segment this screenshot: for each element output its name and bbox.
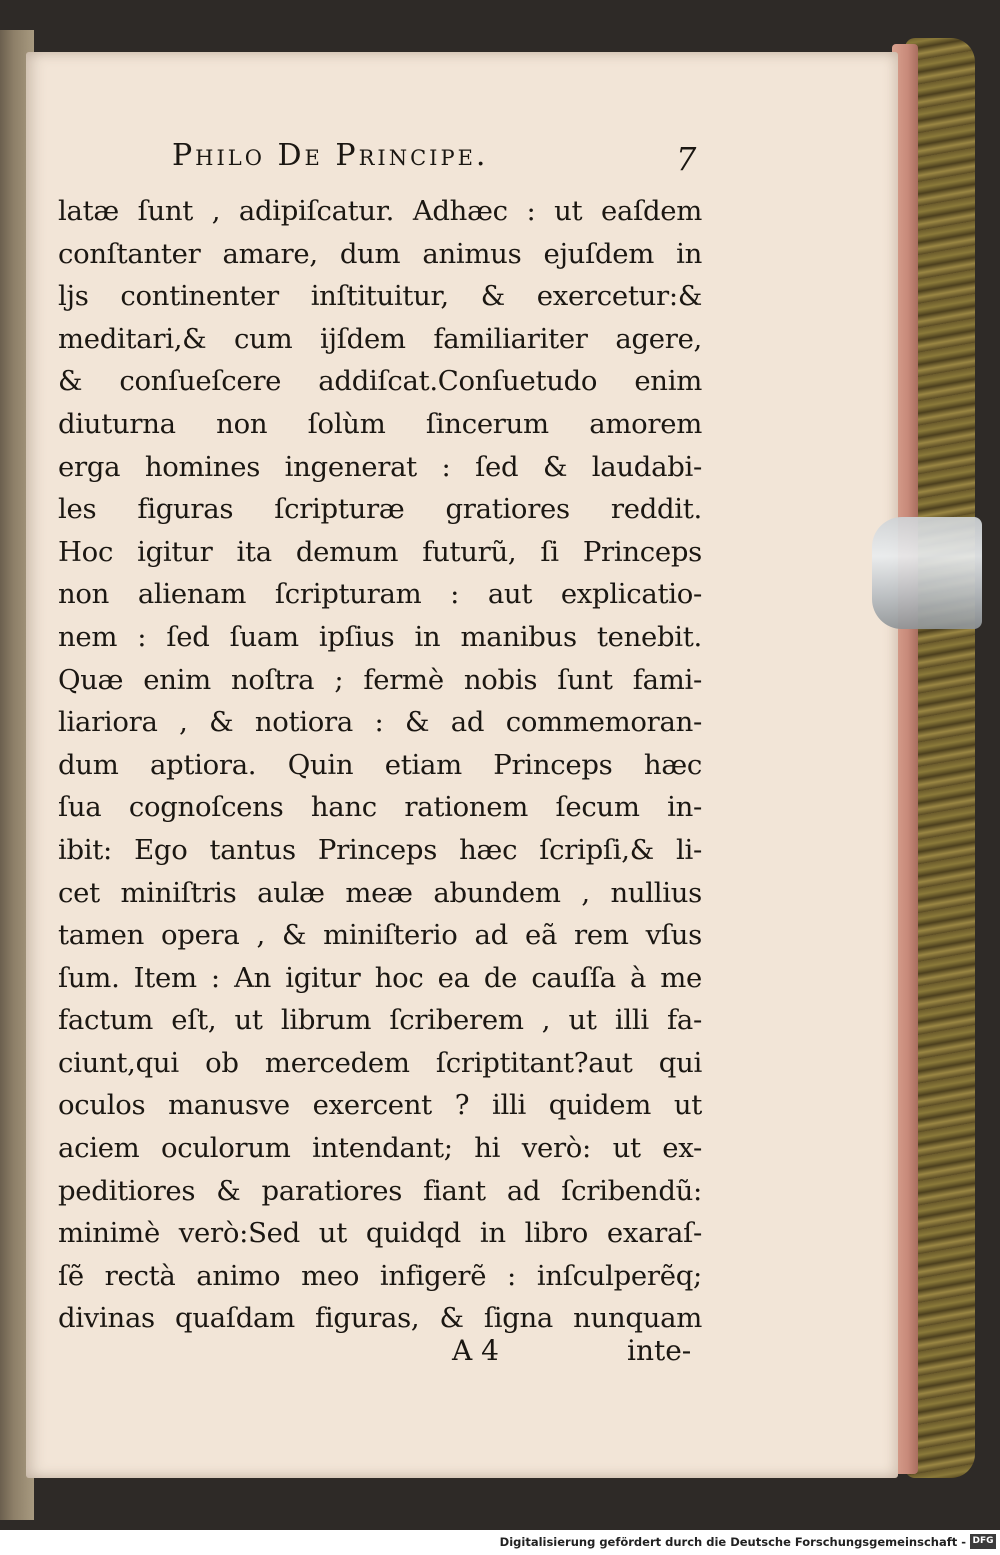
text-line: nem : ſed ſuam ipſius in manibus tenebit. <box>58 620 702 653</box>
text-line: non alienam ſcripturam : aut explicatio- <box>58 578 702 611</box>
text-line: Hoc igitur ita demum futurũ, ſi Princeps <box>58 535 702 568</box>
text-line: Quæ enim noſtra ; fermè nobis ſunt fami- <box>58 663 702 696</box>
text-line: & conſueſcere addiſcat.Conſuetudo enim <box>58 365 702 398</box>
text-line: cet miniſtris aulæ meæ abundem , nullius <box>58 876 702 909</box>
signature-mark: A 4 <box>452 1334 499 1367</box>
text-line: les figuras ſcripturæ gratiores reddit. <box>58 493 702 526</box>
text-line: ſua cognoſcens hanc rationem ſecum in- <box>58 791 702 824</box>
funding-credit: Digitalisierung gefördert durch die Deutsche Forschungsgemeinschaft - <box>499 1535 966 1549</box>
page-number: 7 <box>676 140 697 178</box>
text-line: ſum. Item : An igitur hoc ea de cauſſa à me <box>58 961 702 994</box>
text-line: ibit: Ego tantus Princeps hæc ſcripſi,& li- <box>58 833 702 866</box>
text-line: dum aptiora. Quin etiam Princeps hæc <box>58 748 702 781</box>
text-line: ciunt,qui ob mercedem ſcriptitant?aut qui <box>58 1046 702 1079</box>
text-line: oculos manusve exercent ? illi quidem ut <box>58 1089 702 1122</box>
text-line: latæ ſunt , adipiſcatur. Adhæc : ut eaſdem <box>58 195 702 227</box>
text-line: tamen opera , & miniſterio ad eã rem vſus <box>58 919 702 952</box>
body-text <box>58 190 702 1340</box>
text-line: conſtanter amare, dum animus ejuſdem in <box>58 237 702 270</box>
text-line: peditiores & paratiores fiant ad ſcribendũ: <box>58 1174 702 1207</box>
text-line: diuturna non ſolùm ſincerum amorem <box>58 407 702 440</box>
text-line: erga homines ingenerat : ſed & laudabi- <box>58 450 702 483</box>
dfg-logo: DFG <box>970 1534 996 1549</box>
text-line: liariora , & notiora : & ad commemoran- <box>58 706 702 739</box>
glass-page-weight <box>872 517 982 629</box>
text-line: aciem oculorum intendant; hi verò: ut ex- <box>58 1132 702 1165</box>
text-line: ſẽ rectà animo meo infigerẽ : inſculperẽq; <box>58 1259 702 1292</box>
running-head: Philo De Principe. <box>172 138 489 173</box>
catchword: inte- <box>627 1334 692 1367</box>
text-line: factum eſt, ut librum ſcriberem , ut illi fa- <box>58 1004 702 1037</box>
text-line: minimè verò:Sed ut quidqd in libro exaraſ- <box>58 1217 702 1250</box>
text-line: divinas quaſdam figuras, & ſigna nunquam <box>58 1302 702 1335</box>
text-line: ljs continenter inſtituitur, & exercetur:& <box>58 280 702 313</box>
text-line: meditari,& cum ijſdem familiariter agere, <box>58 322 702 355</box>
